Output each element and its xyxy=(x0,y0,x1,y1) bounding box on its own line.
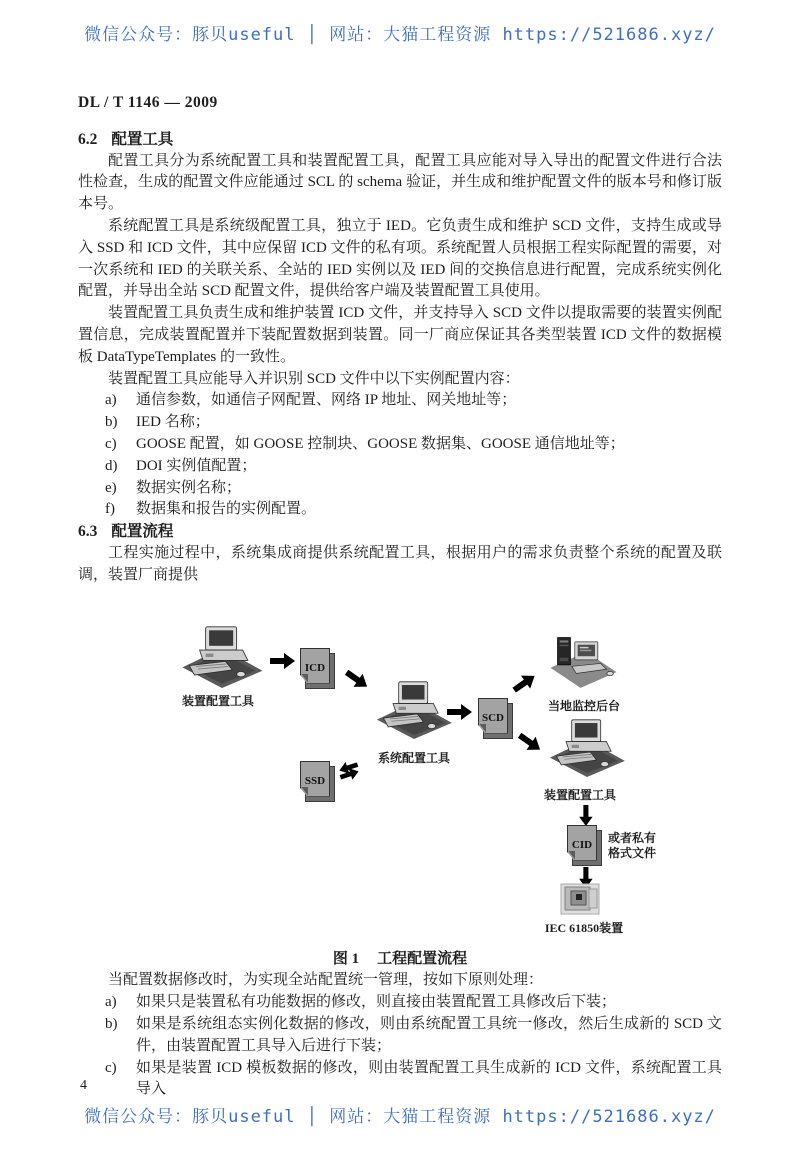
section-number: 6.2 xyxy=(78,130,98,148)
iec-device-label: IEC 61850装置 xyxy=(544,920,624,935)
computer-icon xyxy=(546,719,628,777)
list-item xyxy=(78,1014,722,1058)
list-marker: a) xyxy=(105,392,117,409)
list-text: 如果是装置 ICD 模板数据的修改，则由装置配置工具生成新的 ICD 文件，系统配置工具导入 xyxy=(136,1059,722,1098)
flow-arrow-icon xyxy=(510,727,546,763)
list-marker: d) xyxy=(105,457,118,474)
device-tool-right-label: 装置配置工具 xyxy=(543,787,616,802)
scd-file-label: SCD xyxy=(481,711,504,724)
list-item xyxy=(78,390,722,412)
list-item xyxy=(78,478,722,500)
section-6-3-heading xyxy=(78,521,722,543)
iec-device-icon xyxy=(560,883,600,917)
list-marker: e) xyxy=(105,479,117,496)
flow-arrow-icon xyxy=(570,804,594,826)
list-text: 数据实例名称； xyxy=(136,479,242,496)
flow-arrow-icon xyxy=(270,652,296,678)
section-number: 6.3 xyxy=(78,523,98,541)
page-number: 4 xyxy=(80,1078,87,1093)
watermark-bottom: 微信公众号：豚贝useful │ 网站：大猫工程资源 https://521686.xyz/ xyxy=(84,1107,716,1127)
flow-arrow-icon xyxy=(337,664,373,700)
paragraph-config-tools: 配置工具分为系统配置工具和装置配置工具，配置工具应能对导入导出的配置文件进行合法性检查，生成的配置文件应能通过 SCL 的 schema 验证，并生成和维护配置文件的版本号和修订版本号。 xyxy=(78,152,722,213)
cid-file-icon xyxy=(567,825,603,867)
paragraph-process-intro: 工程实施过程中，系统集成商提供系统配置工具，根据用户的需求负责整个系统的配置及联调，装置厂商提供 xyxy=(78,544,722,583)
figure-caption xyxy=(78,949,722,971)
list-marker: f) xyxy=(105,501,115,518)
icd-file-icon xyxy=(300,648,336,690)
system-tool-label: 系统配置工具 xyxy=(377,750,450,765)
list-item xyxy=(78,499,722,521)
cid-note xyxy=(608,831,664,861)
cid-note-line: 格式文件 xyxy=(608,845,657,860)
watermark-top: 微信公众号：豚贝useful │ 网站：大猫工程资源 https://521686.xyz/ xyxy=(84,25,716,45)
cid-note-line: 或者私有 xyxy=(608,830,657,845)
list-text: 数据集和报告的实例配置。 xyxy=(136,501,317,518)
list-item xyxy=(78,456,722,478)
scd-file-icon xyxy=(478,698,514,740)
list-marker: b) xyxy=(105,1015,118,1032)
list-text: DOI 实例值配置； xyxy=(136,457,257,474)
section-6-2-heading xyxy=(78,129,722,151)
list-text: IED 名称； xyxy=(136,414,210,431)
document-content xyxy=(78,92,722,1101)
ssd-file-label: SSD xyxy=(304,774,326,787)
section-title: 配置工具 xyxy=(111,130,174,148)
list-marker: a) xyxy=(105,994,117,1011)
list-marker: c) xyxy=(105,1059,117,1076)
backend-label: 当地监控后台 xyxy=(547,698,620,713)
flow-arrow-icon xyxy=(447,703,473,729)
list-text: 如果只是装置私有功能数据的修改，则直接由装置配置工具修改后下装； xyxy=(136,994,617,1011)
list-item xyxy=(78,412,722,434)
list-text: GOOSE 配置，如 GOOSE 控制块、GOOSE 数据集、GOOSE 通信地址等； xyxy=(136,435,625,452)
paragraph-system-tool: 系统配置工具是系统级配置工具，独立于 IED。它负责生成和维护 SCD 文件，支持生成或导入 SSD 和 ICD 文件，其中应保留 ICD 文件的私有项。系统配置人员根据工程实际配置的需要，对一次系统和 IED 的关联关系、全站的 IED 实例以及 IED 间的交换信息进行配置，完成系统实例化配置，并导出全站 SCD 配置文件，提供给客户端及装置配置工具使用。 xyxy=(78,217,722,300)
paragraph-device-tool: 装置配置工具负责生成和维护装置 ICD 文件，并支持导入 SCD 文件以提取需要的装置实例配置信息，完成装置配置并下装配置数据到装置。同一厂商应保证其各类型装置 ICD 文件的数据模板 DataTypeTemplates 的一致性。 xyxy=(78,305,722,365)
section-title: 配置流程 xyxy=(111,523,174,541)
figure-number: 图 1 xyxy=(332,950,360,967)
paragraph-scd-lead-in: 装置配置工具应能导入并识别 SCD 文件中以下实例配置内容： xyxy=(108,370,520,387)
list-modify-rules xyxy=(78,992,722,1101)
list-text: 如果是系统组态实例化数据的修改，则由系统配置工具统一修改，然后生成新的 SCD 文件，由装置配置工具导入后进行下装； xyxy=(136,1015,722,1054)
figure-title: 工程配置流程 xyxy=(377,950,468,967)
paragraph-modify-rules: 当配置数据修改时，为实现全站配置统一管理，按如下原则处理： xyxy=(108,972,544,989)
list-item xyxy=(78,434,722,456)
figure-1-diagram xyxy=(78,615,722,941)
doc-code: DL / T 1146 — 2009 xyxy=(78,94,218,111)
workstation-icon xyxy=(546,636,618,688)
device-tool-left-label: 装置配置工具 xyxy=(181,693,254,708)
list-item xyxy=(78,992,722,1014)
cid-file-label: CID xyxy=(571,838,593,851)
icd-file-label: ICD xyxy=(304,661,326,674)
list-scd-contents xyxy=(78,390,722,521)
list-text: 通信参数，如通信子网配置、网络 IP 地址、网关地址等； xyxy=(136,392,517,409)
ssd-file-icon xyxy=(300,761,336,803)
computer-icon xyxy=(373,681,455,739)
list-item xyxy=(78,1058,722,1102)
list-marker: b) xyxy=(105,414,118,431)
computer-icon xyxy=(178,626,266,688)
list-marker: c) xyxy=(105,435,117,452)
